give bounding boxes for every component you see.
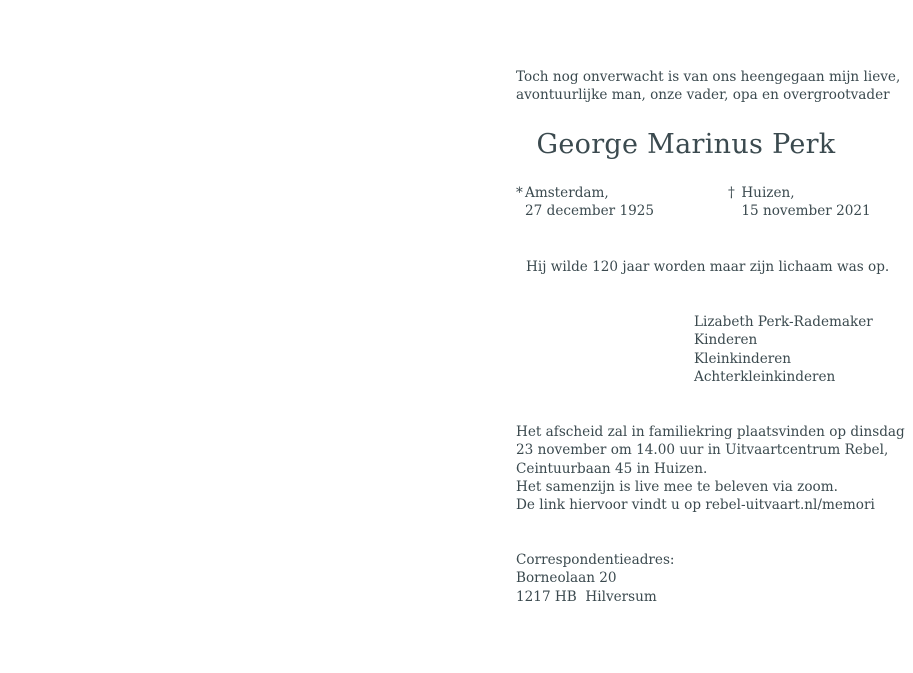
funeral-info: [516, 423, 905, 514]
address-street: Borneolaan 20: [516, 570, 617, 587]
intro-line: avontuurlijke man, onze vader, opa en overgrootvader: [516, 87, 890, 104]
birth-symbol: *: [516, 185, 523, 201]
funeral-line: Het afscheid zal in familiekring plaatsvinden op dinsdag: [516, 424, 905, 440]
birth-date: 27 december 1925: [525, 203, 655, 220]
death-announcement-card: [516, 0, 905, 673]
death-symbol: †: [728, 185, 735, 201]
birth-info: [516, 184, 654, 221]
death-place: Huizen,: [741, 185, 795, 201]
death-info: [728, 184, 871, 221]
funeral-line: Ceintuurbaan 45 in Huizen.: [516, 460, 708, 477]
family-member: Lizabeth Perk-Rademaker: [694, 314, 873, 330]
motto-text: Hij wilde 120 jaar worden maar zijn lichaam was op.: [526, 259, 890, 275]
funeral-line: 23 november om 14.00 uur in Uitvaartcentrum Rebel,: [516, 442, 889, 459]
intro-line: Toch nog onverwacht is van ons heengegaan mijn lieve,: [516, 69, 901, 85]
address-city: 1217 HB Hilversum: [516, 588, 657, 605]
family-member: Kinderen: [694, 332, 758, 349]
family-list: [694, 313, 873, 386]
family-member: Achterkleinkinderen: [694, 368, 836, 385]
address-label: Correspondentieadres:: [516, 552, 675, 568]
funeral-line: Het samenzijn is live mee te beleven via zoom.: [516, 478, 838, 495]
intro-text: [516, 68, 900, 105]
deceased-name: George Marinus Perk: [536, 129, 836, 160]
funeral-line: De link hiervoor vindt u op rebel-uitvaart.nl/memori: [516, 497, 875, 514]
birth-place: Amsterdam,: [525, 185, 609, 201]
correspondence-address: [516, 551, 675, 606]
family-member: Kleinkinderen: [694, 350, 792, 367]
death-date: 15 november 2021: [741, 203, 871, 220]
